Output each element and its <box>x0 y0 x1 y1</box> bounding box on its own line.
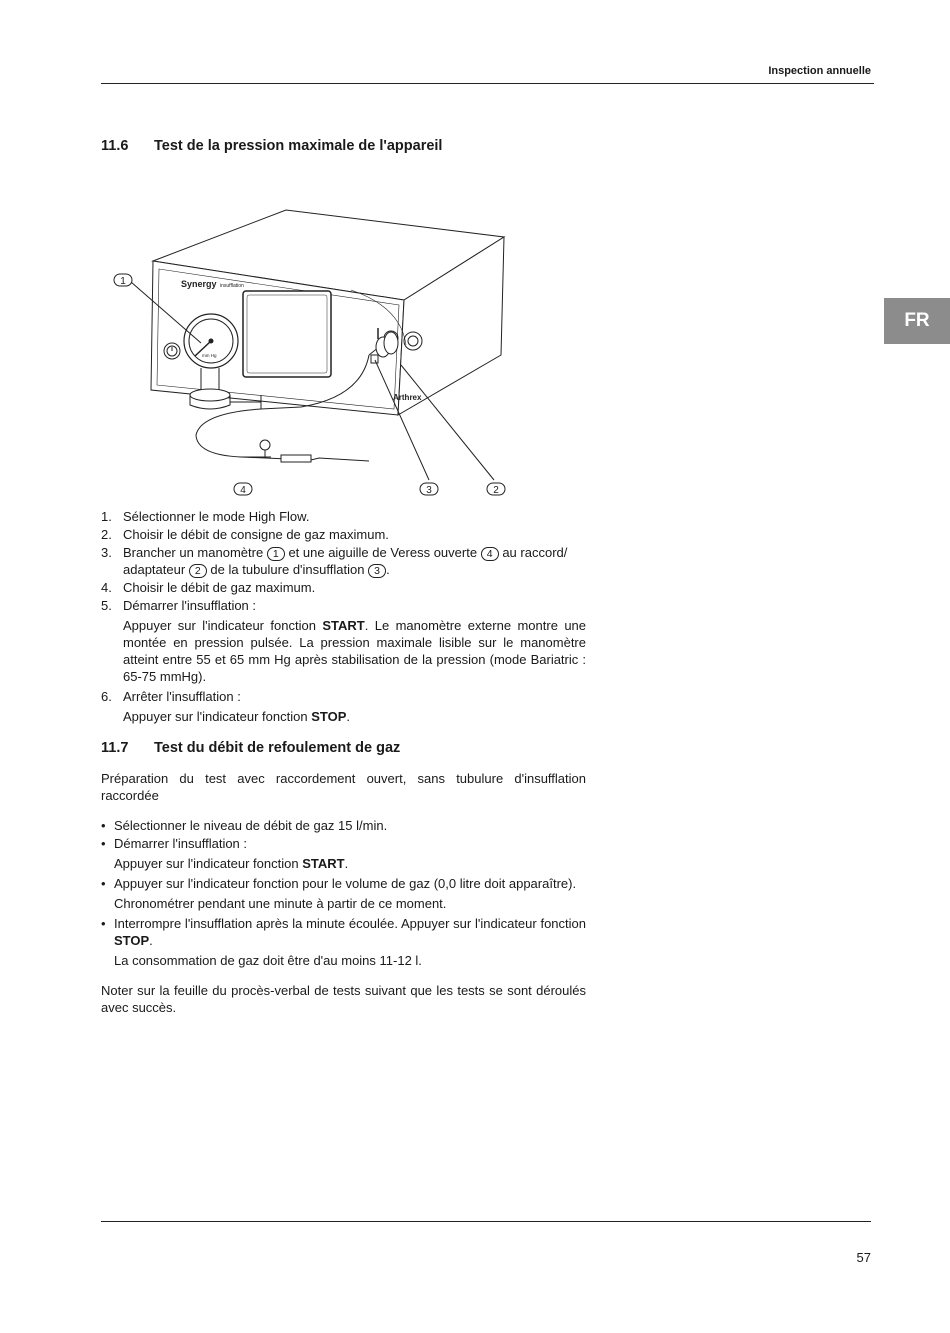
list-item <box>101 508 586 525</box>
callout-1: 1 <box>120 276 126 287</box>
function-stop: STOP <box>114 933 150 948</box>
step-number: 3. <box>101 545 112 560</box>
step-text: Sélectionner le mode High Flow. <box>123 509 310 524</box>
step-text: . <box>386 562 390 577</box>
page-number: 57 <box>856 1250 871 1265</box>
insufflator-illustration <box>101 195 521 505</box>
bullet-text: Sélectionner le niveau de débit de gaz 15 l/min. <box>114 818 388 833</box>
detail-text: Appuyer sur l'indicateur fonction <box>123 618 316 633</box>
section-11-7-title <box>101 740 400 756</box>
section-heading: Test du débit de refoulement de gaz <box>154 740 401 756</box>
gauge-unit: mm Hg <box>202 353 217 358</box>
step-detail <box>101 617 586 685</box>
step-text: et une aiguille de Veress ouverte <box>288 545 478 560</box>
detail-text: . <box>344 856 349 871</box>
detail-text: . <box>346 709 351 724</box>
device-screen <box>243 291 331 377</box>
manufacturer-logo: Arthrex <box>393 393 422 402</box>
step-text: Brancher un manomètre <box>123 545 264 560</box>
callout-3: 3 <box>426 485 432 496</box>
callout-ref: 4 <box>481 547 499 561</box>
list-item <box>101 526 586 543</box>
detail-text: Appuyer sur l'indicateur fonction <box>123 709 308 724</box>
list-item: • Interrompre l'insufflation après la minute écoulée. Appuyer sur l'indicateur fonction STOP. <box>101 916 586 948</box>
bullet-text: Interrompre l'insufflation après la minute écoulée. Appuyer sur l'indicateur fonction <box>114 916 586 931</box>
step-text: Choisir le débit de consigne de gaz maximum. <box>123 527 389 542</box>
section-11-7-body <box>101 770 586 1016</box>
callout-ref: 2 <box>189 564 207 578</box>
step-number: 2. <box>101 527 112 542</box>
step-text: au raccord/ adaptateur <box>123 545 568 577</box>
header-rule <box>101 83 874 84</box>
step-number: 1. <box>101 509 112 524</box>
function-start: START <box>302 856 345 871</box>
callout-ref: 1 <box>267 547 285 561</box>
step-number: 6. <box>101 689 112 704</box>
step-detail <box>101 708 586 725</box>
intro-paragraph: Préparation du test avec raccordement ouvert, sans tubulure d'insufflation raccordée <box>101 771 586 803</box>
running-head: Inspection annuelle <box>768 65 871 77</box>
bullet-text: . <box>149 933 153 948</box>
bullet-detail <box>101 855 586 872</box>
callout-4: 4 <box>240 485 246 496</box>
section-number: 11.6 <box>101 138 129 154</box>
closing-paragraph: Noter sur la feuille du procès-verbal de tests suivant que les tests se sont déroulés avec succès. <box>101 983 586 1015</box>
bullet-detail: La consommation de gaz doit être d'au moins 11-12 l. <box>114 953 422 968</box>
bullet-text: Appuyer sur l'indicateur fonction pour le volume de gaz (0,0 litre doit apparaître). <box>114 876 577 891</box>
device-brand-sub: insufflation <box>220 283 244 289</box>
step-text: Arrêter l'insufflation : <box>123 689 241 704</box>
bullet-text: Démarrer l'insufflation : <box>114 836 248 851</box>
section-11-6-title <box>101 138 442 154</box>
function-stop: STOP <box>311 709 347 724</box>
bullet-detail: Chronométrer pendant une minute à partir de ce moment. <box>114 896 447 911</box>
detail-text: . Le manomètre externe montre une montée en pression pulsée. La pression maximale lisible sur le manomètre atteint entre 55 et 65 mm Hg après stabilisation de la pression (mode Bariatric : 65-75 mmHg). <box>123 618 587 684</box>
footer-rule <box>101 1221 871 1222</box>
language-tab: FR <box>884 298 950 344</box>
step-text: Choisir le débit de gaz maximum. <box>123 580 316 595</box>
list-item <box>101 688 586 705</box>
section-heading: Test de la pression maximale de l'appareil <box>154 138 443 154</box>
function-start: START <box>322 618 365 633</box>
step-number: 5. <box>101 598 112 613</box>
callout-2: 2 <box>493 485 499 496</box>
section-number: 11.7 <box>101 740 129 756</box>
steps-11-6 <box>101 508 586 728</box>
list-item: • Appuyer sur l'indicateur fonction pour le volume de gaz (0,0 litre doit apparaître). <box>101 876 577 891</box>
list-item <box>101 544 586 578</box>
step-text: de la tubulure d'insufflation <box>210 562 365 577</box>
detail-text: Appuyer sur l'indicateur fonction <box>114 856 299 871</box>
step-text: Démarrer l'insufflation : <box>123 598 257 613</box>
callout-ref: 3 <box>368 564 386 578</box>
list-item <box>101 579 586 596</box>
device-brand: Synergy <box>181 279 217 289</box>
list-item: • Démarrer l'insufflation : <box>101 836 248 851</box>
list-item: • Sélectionner le niveau de débit de gaz 15 l/min. <box>101 818 388 833</box>
list-item <box>101 597 586 614</box>
figure-insufflator <box>101 195 521 505</box>
step-number: 4. <box>101 580 112 595</box>
